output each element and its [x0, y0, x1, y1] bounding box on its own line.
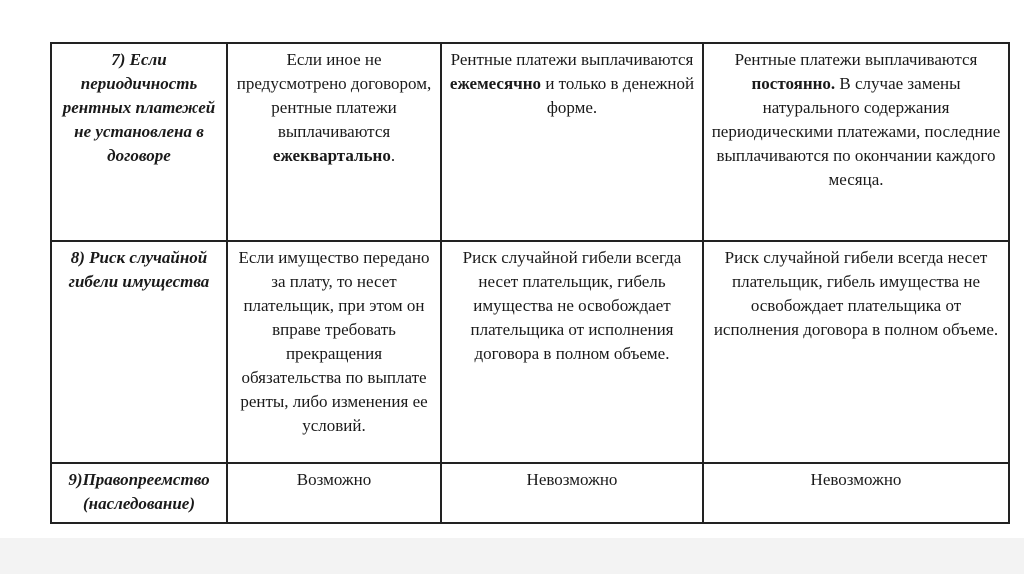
- table-cell: Если имущество передано за плату, то несет плательщик, при этом он вправе требовать прекращения обязательства по выплате ренты, либо изменения ее условий.: [227, 241, 441, 463]
- table-cell: [227, 43, 441, 241]
- cell-text: .: [390, 146, 396, 165]
- row-heading: 7) Если периодичность рентных платежей не установлена в договоре: [51, 43, 227, 241]
- comparison-table: [50, 42, 1010, 524]
- table-cell: [703, 43, 1009, 241]
- table-cell: [441, 43, 703, 241]
- cell-bold-text: ежеквартально: [272, 146, 391, 165]
- cell-text: Рентные платежи выплачиваются: [734, 50, 978, 69]
- cell-text: В случае замены натурального содержания периодическими платежами, последние выплачиваются по окончании каждого месяца.: [711, 74, 1001, 189]
- table-row: [51, 463, 1009, 523]
- cell-bold-text: ежемесячно: [449, 74, 542, 93]
- cell-bold-text: постоянно.: [751, 74, 836, 93]
- table-cell: Невозможно: [441, 463, 703, 523]
- table-row: [51, 241, 1009, 463]
- table-cell: Возможно: [227, 463, 441, 523]
- cell-text: Если иное не предусмотрено договором, рентные платежи выплачиваются: [236, 50, 432, 141]
- table-cell: Невозможно: [703, 463, 1009, 523]
- table-cell: Риск случайной гибели всегда несет плательщик, гибель имущества не освобождает плательщика от исполнения договора в полном объеме.: [441, 241, 703, 463]
- cell-text: и только в денежной форме.: [541, 74, 695, 117]
- table-cell: Риск случайной гибели всегда несет плательщик, гибель имущества не освобождает плательщика от исполнения договора в полном объеме.: [703, 241, 1009, 463]
- row-heading: 9)Правопреемство (наследование): [51, 463, 227, 523]
- cell-text: Рентные платежи выплачиваются: [450, 50, 694, 69]
- page-bottom-strip: [0, 538, 1024, 574]
- table-row: [51, 43, 1009, 241]
- row-heading: 8) Риск случайной гибели имущества: [51, 241, 227, 463]
